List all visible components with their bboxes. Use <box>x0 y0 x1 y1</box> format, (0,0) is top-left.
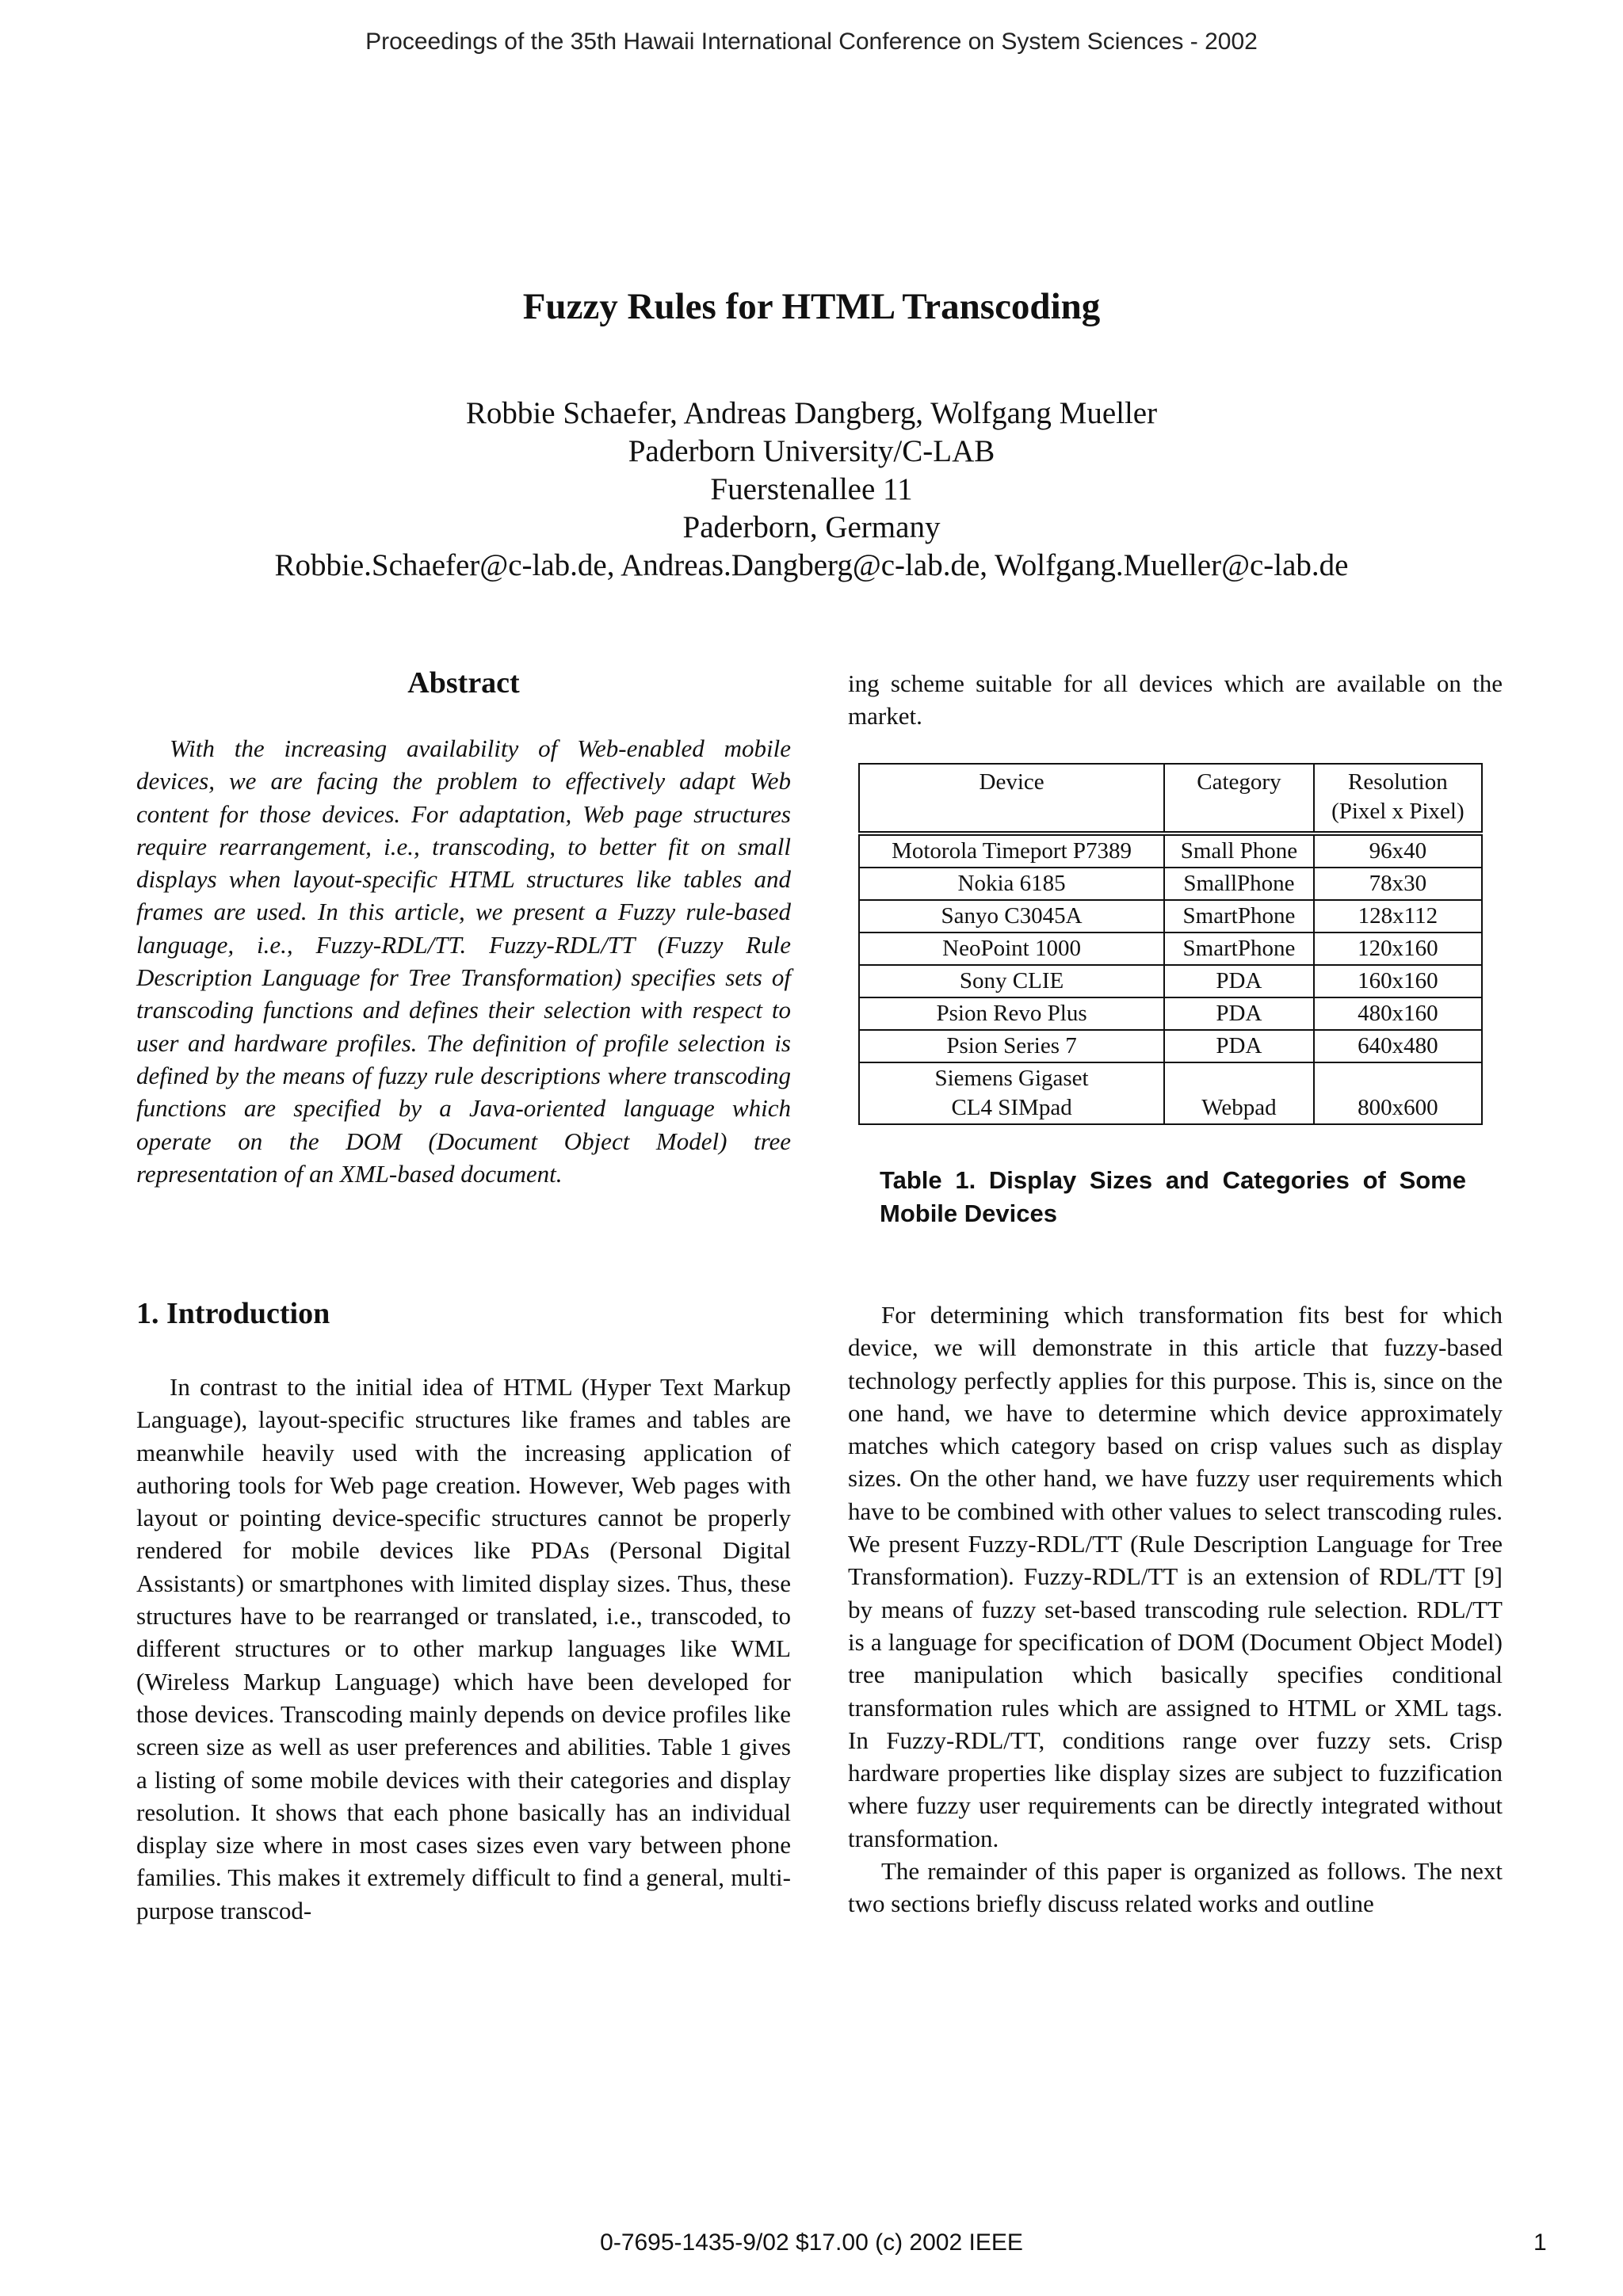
cell-category: SmartPhone <box>1164 933 1314 965</box>
introduction-continuation-text: ing scheme suitable for all devices which are available on the market. <box>848 669 1503 730</box>
table-row <box>859 900 1482 933</box>
table-row <box>859 868 1482 900</box>
author-block <box>0 395 1623 585</box>
abstract-paragraph: With the increasing availability of Web-enabled mobile devices, we are facing the problem to effectively adapt Web content for those devices. For adaptation, Web page structures require rearrangement, i.e., transcoding, to better fit on small displays when layout-specific HTML structures like tables and frames are used. In this article, we present a Fuzzy rule-based language, i.e., Fuzzy-RDL/TT. Fuzzy-RDL/TT (Fuzzy Rule Description Language for Tree Transformation) specifies sets of transcoding functions and defines their selection with respect to user and hardware profiles. The definition of profile selection is defined by the means of fuzzy rule descriptions where transcoding functions are specified by a Java-oriented language which operate on the DOM (Document Object Model) tree representation of an XML-based document. <box>136 734 791 1188</box>
introduction-continuation <box>848 667 1503 733</box>
introduction-paragraph-1: In contrast to the initial idea of HTML (Hyper Text Markup Language), layout-specific structures like frames and tables are meanwhile heavily used with the increasing application of authoring tools for Web page creation. However, Web pages with layout or pointing device-specific structures cannot be properly rendered for mobile devices like PDAs (Personal Digital Assistants) or smartphones with limited display sizes. Thus, these structures have to be rearranged or translated, i.e., transcoded, to different structures or to other markup languages like WML (Wireless Markup Language) which have been developed for those devices. Transcoding mainly depends on device profiles like screen size as well as user preferences and abilities. Table 1 gives a listing of some mobile devices with their categories and display resolution. It shows that each phone basically has an individual display size where in most cases sizes even vary between phone families. This makes it extremely difficult to find a general, multi-purpose transcod- <box>136 1373 791 1924</box>
table-row <box>859 833 1482 868</box>
cell-resolution: 640x480 <box>1314 1030 1482 1062</box>
device-table <box>858 763 1483 1125</box>
cell-resolution: 480x160 <box>1314 997 1482 1030</box>
cell-category: Webpad <box>1164 1062 1314 1124</box>
cell-device-line1: Siemens Gigaset <box>934 1066 1089 1091</box>
cell-device: Nokia 6185 <box>859 868 1164 900</box>
abstract-text <box>136 732 791 1190</box>
cell-category: Small Phone <box>1164 833 1314 868</box>
running-header: Proceedings of the 35th Hawaii International Conference on System Sciences - 2002 <box>365 29 1258 55</box>
cell-category: PDA <box>1164 1030 1314 1062</box>
header-device: Device <box>859 764 1164 833</box>
introduction-right-column <box>848 1299 1503 1920</box>
header-category: Category <box>1164 764 1314 833</box>
header-resolution-line2: (Pixel x Pixel) <box>1331 799 1465 824</box>
cell-device-line2: CL4 SIMpad <box>951 1095 1072 1120</box>
cell-resolution: 78x30 <box>1314 868 1482 900</box>
table-row <box>859 965 1482 997</box>
cell-category: PDA <box>1164 965 1314 997</box>
device-table-wrapper <box>858 763 1483 1125</box>
cell-category: SmartPhone <box>1164 900 1314 933</box>
table-header-row <box>859 764 1482 833</box>
cell-resolution: 128x112 <box>1314 900 1482 933</box>
cell-resolution: 96x40 <box>1314 833 1482 868</box>
abstract-heading: Abstract <box>407 666 520 700</box>
footer-isbn: 0-7695-1435-9/02 $17.00 (c) 2002 IEEE <box>600 2229 1023 2256</box>
cell-device: NeoPoint 1000 <box>859 933 1164 965</box>
cell-resolution: 120x160 <box>1314 933 1482 965</box>
paper-title: Fuzzy Rules for HTML Transcoding <box>522 286 1101 327</box>
introduction-paragraph-3: The remainder of this paper is organized as follows. The next two sections briefly discuss related works and outline <box>848 1857 1503 1918</box>
table-row <box>859 1062 1482 1124</box>
cell-resolution: 800x600 <box>1314 1062 1482 1124</box>
author-affiliation: Paderborn University/C-LAB <box>628 434 995 468</box>
cell-device: Sony CLIE <box>859 965 1164 997</box>
header-resolution-line1: Resolution <box>1348 769 1448 795</box>
introduction-left-column <box>136 1371 791 1927</box>
introduction-heading: 1. Introduction <box>136 1297 330 1330</box>
author-names: Robbie Schaefer, Andreas Dangberg, Wolfgang Mueller <box>465 396 1158 430</box>
table-caption: Table 1. Display Sizes and Categories of Some Mobile Devices <box>880 1166 1466 1227</box>
author-street: Fuerstenallee 11 <box>710 472 913 506</box>
cell-resolution: 160x160 <box>1314 965 1482 997</box>
author-city: Paderborn, Germany <box>682 510 941 544</box>
table-row <box>859 1030 1482 1062</box>
author-emails: Robbie.Schaefer@c-lab.de, Andreas.Dangberg@c-lab.de, Wolfgang.Mueller@c-lab.de <box>274 548 1349 582</box>
cell-device <box>859 1062 1164 1124</box>
cell-device: Sanyo C3045A <box>859 900 1164 933</box>
header-resolution <box>1314 764 1482 833</box>
cell-device: Motorola Timeport P7389 <box>859 833 1164 868</box>
introduction-paragraph-2: For determining which transformation fits best for which device, we will demonstrate in this article that fuzzy-based technology perfectly applies for this purpose. This is, since on the one hand, we have to determine which device approximately matches which category based on crisp values such as display sizes. On the other hand, we have fuzzy user requirements which have to be combined with other values to select transcoding rules. We present Fuzzy-RDL/TT (Rule Description Language for Tree Transformation). Fuzzy-RDL/TT is an extension of RDL/TT [9] by means of fuzzy set-based transcoding rule selection. RDL/TT is a language for specification of DOM (Document Object Model) tree manipulation which basically specifies conditional transformation rules which are assigned to HTML or XML tags. In Fuzzy-RDL/TT, conditions range over fuzzy sets. Crisp hardware properties like display sizes are subject to fuzzification where fuzzy user requirements can be directly integrated without transformation. <box>848 1301 1503 1852</box>
cell-category: SmallPhone <box>1164 868 1314 900</box>
table-row <box>859 933 1482 965</box>
cell-device: Psion Revo Plus <box>859 997 1164 1030</box>
cell-category: PDA <box>1164 997 1314 1030</box>
page-number: 1 <box>1533 2229 1547 2256</box>
cell-device: Psion Series 7 <box>859 1030 1164 1062</box>
table-row <box>859 997 1482 1030</box>
